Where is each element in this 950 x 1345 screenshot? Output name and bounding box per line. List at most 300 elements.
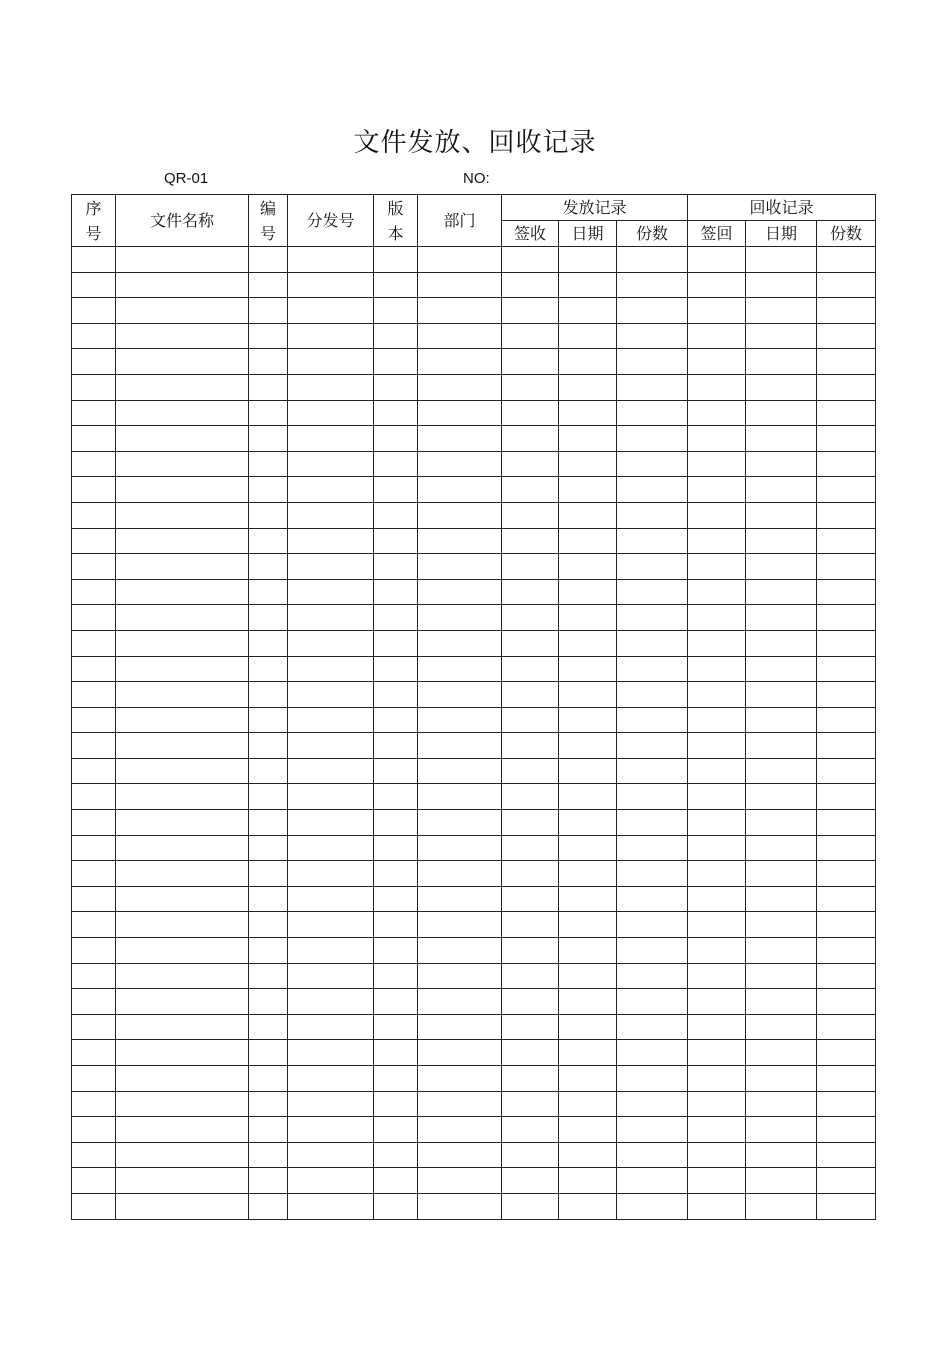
table-cell[interactable] <box>688 707 746 733</box>
table-cell[interactable] <box>817 554 876 580</box>
table-cell[interactable] <box>817 1066 876 1092</box>
table-cell[interactable] <box>288 682 374 708</box>
table-cell[interactable] <box>746 426 817 452</box>
table-cell[interactable] <box>249 247 288 273</box>
table-cell[interactable] <box>116 579 249 605</box>
table-cell[interactable] <box>559 1040 617 1066</box>
table-cell[interactable] <box>617 682 688 708</box>
table-cell[interactable] <box>418 682 502 708</box>
table-cell[interactable] <box>116 605 249 631</box>
table-cell[interactable] <box>746 1040 817 1066</box>
table-cell[interactable] <box>617 554 688 580</box>
table-cell[interactable] <box>72 1142 116 1168</box>
table-cell[interactable] <box>418 605 502 631</box>
table-cell[interactable] <box>249 298 288 324</box>
table-cell[interactable] <box>559 886 617 912</box>
table-cell[interactable] <box>418 554 502 580</box>
table-cell[interactable] <box>72 758 116 784</box>
table-cell[interactable] <box>288 1193 374 1219</box>
table-cell[interactable] <box>72 1091 116 1117</box>
table-cell[interactable] <box>72 784 116 810</box>
table-cell[interactable] <box>249 528 288 554</box>
table-cell[interactable] <box>374 426 418 452</box>
table-cell[interactable] <box>559 810 617 836</box>
table-cell[interactable] <box>249 554 288 580</box>
table-cell[interactable] <box>559 1168 617 1194</box>
table-cell[interactable] <box>559 579 617 605</box>
table-cell[interactable] <box>72 323 116 349</box>
table-cell[interactable] <box>249 451 288 477</box>
table-cell[interactable] <box>746 1193 817 1219</box>
table-cell[interactable] <box>249 707 288 733</box>
table-cell[interactable] <box>617 1142 688 1168</box>
table-cell[interactable] <box>817 451 876 477</box>
table-cell[interactable] <box>418 528 502 554</box>
table-cell[interactable] <box>617 733 688 759</box>
table-cell[interactable] <box>502 554 559 580</box>
table-cell[interactable] <box>72 1168 116 1194</box>
table-cell[interactable] <box>249 1066 288 1092</box>
table-cell[interactable] <box>817 528 876 554</box>
table-cell[interactable] <box>116 1142 249 1168</box>
table-cell[interactable] <box>746 1142 817 1168</box>
table-cell[interactable] <box>502 758 559 784</box>
table-cell[interactable] <box>746 477 817 503</box>
table-cell[interactable] <box>72 861 116 887</box>
table-cell[interactable] <box>249 1014 288 1040</box>
table-cell[interactable] <box>374 1066 418 1092</box>
table-cell[interactable] <box>72 963 116 989</box>
table-cell[interactable] <box>288 605 374 631</box>
table-cell[interactable] <box>817 912 876 938</box>
table-cell[interactable] <box>688 1091 746 1117</box>
table-cell[interactable] <box>502 1168 559 1194</box>
table-cell[interactable] <box>617 656 688 682</box>
table-cell[interactable] <box>746 835 817 861</box>
table-cell[interactable] <box>116 1091 249 1117</box>
table-cell[interactable] <box>688 1014 746 1040</box>
table-cell[interactable] <box>746 1117 817 1143</box>
table-cell[interactable] <box>746 400 817 426</box>
table-cell[interactable] <box>746 605 817 631</box>
table-cell[interactable] <box>374 861 418 887</box>
table-cell[interactable] <box>559 758 617 784</box>
table-cell[interactable] <box>116 963 249 989</box>
table-cell[interactable] <box>746 1168 817 1194</box>
table-cell[interactable] <box>502 886 559 912</box>
table-cell[interactable] <box>688 323 746 349</box>
table-cell[interactable] <box>617 298 688 324</box>
table-cell[interactable] <box>502 323 559 349</box>
table-cell[interactable] <box>288 323 374 349</box>
table-cell[interactable] <box>116 323 249 349</box>
table-cell[interactable] <box>559 477 617 503</box>
table-cell[interactable] <box>502 707 559 733</box>
table-cell[interactable] <box>617 502 688 528</box>
table-cell[interactable] <box>817 1142 876 1168</box>
table-cell[interactable] <box>374 656 418 682</box>
table-cell[interactable] <box>288 938 374 964</box>
table-cell[interactable] <box>374 835 418 861</box>
table-cell[interactable] <box>72 912 116 938</box>
table-cell[interactable] <box>559 374 617 400</box>
table-cell[interactable] <box>817 426 876 452</box>
table-cell[interactable] <box>688 656 746 682</box>
table-cell[interactable] <box>559 656 617 682</box>
table-cell[interactable] <box>688 758 746 784</box>
table-cell[interactable] <box>559 989 617 1015</box>
table-cell[interactable] <box>502 1193 559 1219</box>
table-cell[interactable] <box>688 579 746 605</box>
table-cell[interactable] <box>418 733 502 759</box>
table-cell[interactable] <box>617 477 688 503</box>
table-cell[interactable] <box>288 1066 374 1092</box>
table-cell[interactable] <box>746 912 817 938</box>
table-cell[interactable] <box>617 1040 688 1066</box>
table-cell[interactable] <box>502 400 559 426</box>
table-cell[interactable] <box>288 784 374 810</box>
table-cell[interactable] <box>502 605 559 631</box>
table-cell[interactable] <box>249 938 288 964</box>
table-cell[interactable] <box>374 682 418 708</box>
table-cell[interactable] <box>288 835 374 861</box>
table-cell[interactable] <box>746 810 817 836</box>
table-cell[interactable] <box>688 247 746 273</box>
table-cell[interactable] <box>116 374 249 400</box>
table-cell[interactable] <box>617 247 688 273</box>
table-cell[interactable] <box>249 963 288 989</box>
table-cell[interactable] <box>116 1014 249 1040</box>
table-cell[interactable] <box>374 400 418 426</box>
table-cell[interactable] <box>746 349 817 375</box>
table-cell[interactable] <box>617 886 688 912</box>
table-cell[interactable] <box>817 1040 876 1066</box>
table-cell[interactable] <box>817 1193 876 1219</box>
table-cell[interactable] <box>502 272 559 298</box>
table-cell[interactable] <box>688 1117 746 1143</box>
table-cell[interactable] <box>418 758 502 784</box>
table-cell[interactable] <box>688 1066 746 1092</box>
table-cell[interactable] <box>418 707 502 733</box>
table-cell[interactable] <box>249 989 288 1015</box>
table-cell[interactable] <box>502 656 559 682</box>
table-cell[interactable] <box>249 426 288 452</box>
table-cell[interactable] <box>374 912 418 938</box>
table-cell[interactable] <box>688 963 746 989</box>
table-cell[interactable] <box>617 938 688 964</box>
table-cell[interactable] <box>688 477 746 503</box>
table-cell[interactable] <box>418 400 502 426</box>
table-cell[interactable] <box>746 861 817 887</box>
table-cell[interactable] <box>688 528 746 554</box>
table-cell[interactable] <box>418 656 502 682</box>
table-cell[interactable] <box>559 247 617 273</box>
table-cell[interactable] <box>249 1142 288 1168</box>
table-cell[interactable] <box>817 298 876 324</box>
table-cell[interactable] <box>559 1091 617 1117</box>
table-cell[interactable] <box>116 502 249 528</box>
table-cell[interactable] <box>249 784 288 810</box>
table-cell[interactable] <box>688 272 746 298</box>
table-cell[interactable] <box>817 861 876 887</box>
table-cell[interactable] <box>502 1091 559 1117</box>
table-cell[interactable] <box>746 502 817 528</box>
table-cell[interactable] <box>559 707 617 733</box>
table-cell[interactable] <box>559 451 617 477</box>
table-cell[interactable] <box>374 1117 418 1143</box>
table-cell[interactable] <box>502 1066 559 1092</box>
table-cell[interactable] <box>746 733 817 759</box>
table-cell[interactable] <box>288 349 374 375</box>
table-cell[interactable] <box>559 554 617 580</box>
table-cell[interactable] <box>617 784 688 810</box>
table-cell[interactable] <box>688 886 746 912</box>
table-cell[interactable] <box>418 963 502 989</box>
table-cell[interactable] <box>116 733 249 759</box>
table-cell[interactable] <box>817 477 876 503</box>
table-cell[interactable] <box>374 1040 418 1066</box>
table-cell[interactable] <box>116 810 249 836</box>
table-cell[interactable] <box>116 400 249 426</box>
table-cell[interactable] <box>817 374 876 400</box>
table-cell[interactable] <box>418 1091 502 1117</box>
table-cell[interactable] <box>374 323 418 349</box>
table-cell[interactable] <box>116 426 249 452</box>
table-cell[interactable] <box>116 630 249 656</box>
table-cell[interactable] <box>688 298 746 324</box>
table-cell[interactable] <box>817 349 876 375</box>
table-cell[interactable] <box>249 630 288 656</box>
table-cell[interactable] <box>617 1117 688 1143</box>
table-cell[interactable] <box>249 1117 288 1143</box>
table-cell[interactable] <box>72 554 116 580</box>
table-cell[interactable] <box>746 989 817 1015</box>
table-cell[interactable] <box>249 1193 288 1219</box>
table-cell[interactable] <box>374 1014 418 1040</box>
table-cell[interactable] <box>249 502 288 528</box>
table-cell[interactable] <box>374 528 418 554</box>
table-cell[interactable] <box>688 605 746 631</box>
table-cell[interactable] <box>249 656 288 682</box>
table-cell[interactable] <box>418 374 502 400</box>
table-cell[interactable] <box>817 502 876 528</box>
table-cell[interactable] <box>249 810 288 836</box>
table-cell[interactable] <box>72 1066 116 1092</box>
table-cell[interactable] <box>116 272 249 298</box>
table-cell[interactable] <box>746 938 817 964</box>
table-cell[interactable] <box>688 835 746 861</box>
table-cell[interactable] <box>116 477 249 503</box>
table-cell[interactable] <box>72 886 116 912</box>
table-cell[interactable] <box>559 426 617 452</box>
table-cell[interactable] <box>418 502 502 528</box>
table-cell[interactable] <box>374 630 418 656</box>
table-cell[interactable] <box>249 477 288 503</box>
table-cell[interactable] <box>418 861 502 887</box>
table-cell[interactable] <box>116 1168 249 1194</box>
table-cell[interactable] <box>688 426 746 452</box>
table-cell[interactable] <box>288 1168 374 1194</box>
table-cell[interactable] <box>72 682 116 708</box>
table-cell[interactable] <box>116 247 249 273</box>
table-cell[interactable] <box>374 707 418 733</box>
table-cell[interactable] <box>688 784 746 810</box>
table-cell[interactable] <box>72 528 116 554</box>
table-cell[interactable] <box>688 810 746 836</box>
table-cell[interactable] <box>502 784 559 810</box>
table-cell[interactable] <box>288 630 374 656</box>
table-cell[interactable] <box>688 502 746 528</box>
table-cell[interactable] <box>746 682 817 708</box>
table-cell[interactable] <box>817 630 876 656</box>
table-cell[interactable] <box>72 707 116 733</box>
table-cell[interactable] <box>288 963 374 989</box>
table-cell[interactable] <box>817 400 876 426</box>
table-cell[interactable] <box>249 605 288 631</box>
table-cell[interactable] <box>559 733 617 759</box>
table-cell[interactable] <box>746 707 817 733</box>
table-cell[interactable] <box>374 374 418 400</box>
table-cell[interactable] <box>72 630 116 656</box>
table-cell[interactable] <box>418 1066 502 1092</box>
table-cell[interactable] <box>116 938 249 964</box>
table-cell[interactable] <box>559 938 617 964</box>
table-cell[interactable] <box>374 886 418 912</box>
table-cell[interactable] <box>418 247 502 273</box>
table-cell[interactable] <box>502 733 559 759</box>
table-cell[interactable] <box>72 989 116 1015</box>
table-cell[interactable] <box>288 374 374 400</box>
table-cell[interactable] <box>688 400 746 426</box>
table-cell[interactable] <box>72 502 116 528</box>
table-cell[interactable] <box>249 733 288 759</box>
table-cell[interactable] <box>116 989 249 1015</box>
table-cell[interactable] <box>502 989 559 1015</box>
table-cell[interactable] <box>817 758 876 784</box>
table-cell[interactable] <box>559 528 617 554</box>
table-cell[interactable] <box>617 810 688 836</box>
table-cell[interactable] <box>559 963 617 989</box>
table-cell[interactable] <box>817 323 876 349</box>
table-cell[interactable] <box>418 1040 502 1066</box>
table-cell[interactable] <box>116 1040 249 1066</box>
table-cell[interactable] <box>502 579 559 605</box>
table-cell[interactable] <box>559 630 617 656</box>
table-cell[interactable] <box>418 1142 502 1168</box>
table-cell[interactable] <box>116 861 249 887</box>
table-cell[interactable] <box>374 247 418 273</box>
table-cell[interactable] <box>502 1040 559 1066</box>
table-cell[interactable] <box>72 1193 116 1219</box>
table-cell[interactable] <box>688 938 746 964</box>
table-cell[interactable] <box>817 707 876 733</box>
table-cell[interactable] <box>817 682 876 708</box>
table-cell[interactable] <box>116 784 249 810</box>
table-cell[interactable] <box>688 1168 746 1194</box>
table-cell[interactable] <box>249 758 288 784</box>
table-cell[interactable] <box>72 938 116 964</box>
table-cell[interactable] <box>746 298 817 324</box>
table-cell[interactable] <box>116 912 249 938</box>
table-cell[interactable] <box>502 861 559 887</box>
table-cell[interactable] <box>288 989 374 1015</box>
table-cell[interactable] <box>418 835 502 861</box>
table-cell[interactable] <box>72 656 116 682</box>
table-cell[interactable] <box>418 784 502 810</box>
table-cell[interactable] <box>249 886 288 912</box>
table-cell[interactable] <box>418 426 502 452</box>
table-cell[interactable] <box>688 1193 746 1219</box>
table-cell[interactable] <box>617 349 688 375</box>
table-cell[interactable] <box>746 963 817 989</box>
table-cell[interactable] <box>559 682 617 708</box>
table-cell[interactable] <box>374 298 418 324</box>
table-cell[interactable] <box>288 886 374 912</box>
table-cell[interactable] <box>688 554 746 580</box>
table-cell[interactable] <box>72 400 116 426</box>
table-cell[interactable] <box>249 374 288 400</box>
table-cell[interactable] <box>116 707 249 733</box>
table-cell[interactable] <box>559 912 617 938</box>
table-cell[interactable] <box>288 1117 374 1143</box>
table-cell[interactable] <box>617 1168 688 1194</box>
table-cell[interactable] <box>746 579 817 605</box>
table-cell[interactable] <box>116 298 249 324</box>
table-cell[interactable] <box>374 272 418 298</box>
table-cell[interactable] <box>817 272 876 298</box>
table-cell[interactable] <box>418 886 502 912</box>
table-cell[interactable] <box>688 861 746 887</box>
table-cell[interactable] <box>502 349 559 375</box>
table-cell[interactable] <box>249 349 288 375</box>
table-cell[interactable] <box>817 1117 876 1143</box>
table-cell[interactable] <box>72 272 116 298</box>
table-cell[interactable] <box>617 758 688 784</box>
table-cell[interactable] <box>418 1014 502 1040</box>
table-cell[interactable] <box>72 835 116 861</box>
table-cell[interactable] <box>746 272 817 298</box>
table-cell[interactable] <box>746 1066 817 1092</box>
table-cell[interactable] <box>288 1040 374 1066</box>
table-cell[interactable] <box>288 400 374 426</box>
table-cell[interactable] <box>817 605 876 631</box>
table-cell[interactable] <box>817 963 876 989</box>
table-cell[interactable] <box>288 707 374 733</box>
table-cell[interactable] <box>418 1117 502 1143</box>
table-cell[interactable] <box>688 1040 746 1066</box>
table-cell[interactable] <box>617 272 688 298</box>
table-cell[interactable] <box>617 1193 688 1219</box>
table-cell[interactable] <box>617 605 688 631</box>
table-cell[interactable] <box>617 400 688 426</box>
table-cell[interactable] <box>374 502 418 528</box>
table-cell[interactable] <box>288 733 374 759</box>
table-cell[interactable] <box>746 630 817 656</box>
table-cell[interactable] <box>617 912 688 938</box>
table-cell[interactable] <box>116 554 249 580</box>
table-cell[interactable] <box>249 682 288 708</box>
table-cell[interactable] <box>746 1091 817 1117</box>
table-cell[interactable] <box>249 912 288 938</box>
table-cell[interactable] <box>288 272 374 298</box>
table-cell[interactable] <box>688 989 746 1015</box>
table-cell[interactable] <box>72 579 116 605</box>
table-cell[interactable] <box>746 656 817 682</box>
table-cell[interactable] <box>72 810 116 836</box>
table-cell[interactable] <box>374 784 418 810</box>
table-cell[interactable] <box>817 886 876 912</box>
table-cell[interactable] <box>288 758 374 784</box>
